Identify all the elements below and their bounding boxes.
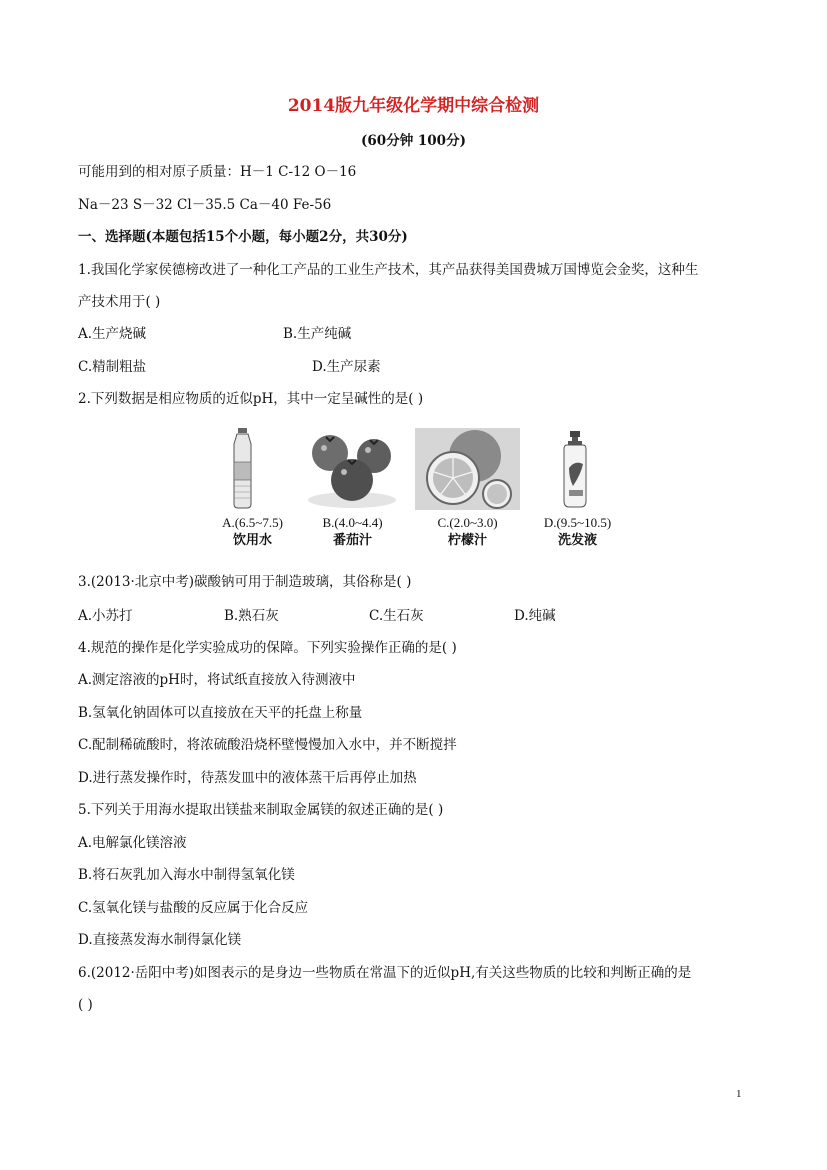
figure-name-b: 番茄汁 (332, 532, 372, 547)
figure-ph-c: C.(2.0~3.0) (437, 515, 498, 530)
question-3-option-c: C.生石灰 (369, 608, 424, 624)
question-1-option-d: D.生产尿素 (312, 359, 381, 375)
question-5-option-a: A.电解氯化镁溶液 (78, 835, 187, 851)
question-5-option-b: B.将石灰乳加入海水中制得氢氧化镁 (78, 867, 295, 883)
figure-name-c: 柠檬汁 (447, 532, 487, 547)
exam-subtitle: (60分钟 100分) (361, 133, 466, 149)
figure-item-tomato (300, 428, 405, 553)
water-bottle-icon (200, 428, 305, 510)
ph-figure (200, 428, 630, 553)
question-3-option-b: B.熟石灰 (224, 608, 279, 624)
section-heading: 一、选择题(本题包括15个小题，每小题2分，共30分) (78, 229, 408, 245)
question-5-option-c: C.氢氧化镁与盐酸的反应属于化合反应 (78, 900, 309, 916)
question-6-stem-line-1: 6.(2012·岳阳中考)如图表示的是身边一些物质在常温下的近似pH,有关这些物质的比较和判断正确的是 (78, 965, 692, 981)
atomic-mass-line-1: 可能用到的相对原子质量：H－1 C-12 O－16 (78, 164, 357, 180)
question-1-option-b: B.生产纯碱 (283, 326, 352, 342)
exam-title: 2014版九年级化学期中综合检测 (287, 96, 540, 116)
figure-ph-d: D.(9.5~10.5) (543, 515, 612, 530)
lemon-icon (415, 428, 520, 510)
tomatoes-icon (300, 428, 405, 510)
question-1-option-c: C.精制粗盐 (78, 359, 147, 375)
question-4-option-a: A.测定溶液的pH时，将试纸直接放入待测液中 (78, 672, 356, 688)
figure-name-d: 洗发液 (557, 532, 597, 547)
figure-ph-b: B.(4.0~4.4) (322, 515, 383, 530)
question-4-stem: 4.规范的操作是化学实验成功的保障。下列实验操作正确的是( ) (78, 640, 457, 656)
shampoo-bottle-icon (525, 428, 630, 510)
figure-ph-a: A.(6.5~7.5) (222, 515, 283, 530)
question-3-stem: 3.(2013·北京中考)碳酸钠可用于制造玻璃，其俗称是( ) (78, 574, 412, 590)
figure-item-shampoo (525, 428, 630, 553)
question-3-option-a: A.小苏打 (78, 608, 133, 624)
question-5-option-d: D.直接蒸发海水制得氯化镁 (78, 932, 242, 948)
question-1-stem-line-1: 1.我国化学家侯德榜改进了一种化工产品的工业生产技术，其产品获得美国费城万国博览会金奖，这种生 (78, 262, 699, 278)
figure-item-water (200, 428, 305, 553)
page-number: 1 (736, 1088, 742, 1100)
question-5-stem: 5.下列关于用海水提取出镁盐来制取金属镁的叙述正确的是( ) (78, 802, 444, 818)
question-1-option-a: A.生产烧碱 (78, 326, 147, 342)
question-4-option-c: C.配制稀硫酸时，将浓硫酸沿烧杯壁慢慢加入水中，并不断搅拌 (78, 737, 457, 753)
question-1-stem-line-2: 产技术用于( ) (78, 294, 161, 310)
question-4-option-d: D.进行蒸发操作时，待蒸发皿中的液体蒸干后再停止加热 (78, 770, 417, 786)
atomic-mass-line-2: Na－23 S－32 Cl－35.5 Ca－40 Fe-56 (78, 197, 332, 213)
question-6-stem-line-2: ( ) (78, 997, 93, 1013)
question-4-option-b: B.氢氧化钠固体可以直接放在天平的托盘上称量 (78, 705, 363, 721)
figure-name-a: 饮用水 (232, 532, 272, 547)
question-2-stem: 2.下列数据是相应物质的近似pH，其中一定呈碱性的是( ) (78, 391, 424, 407)
question-3-option-d: D.纯碱 (514, 608, 556, 624)
figure-item-lemon (415, 428, 520, 553)
